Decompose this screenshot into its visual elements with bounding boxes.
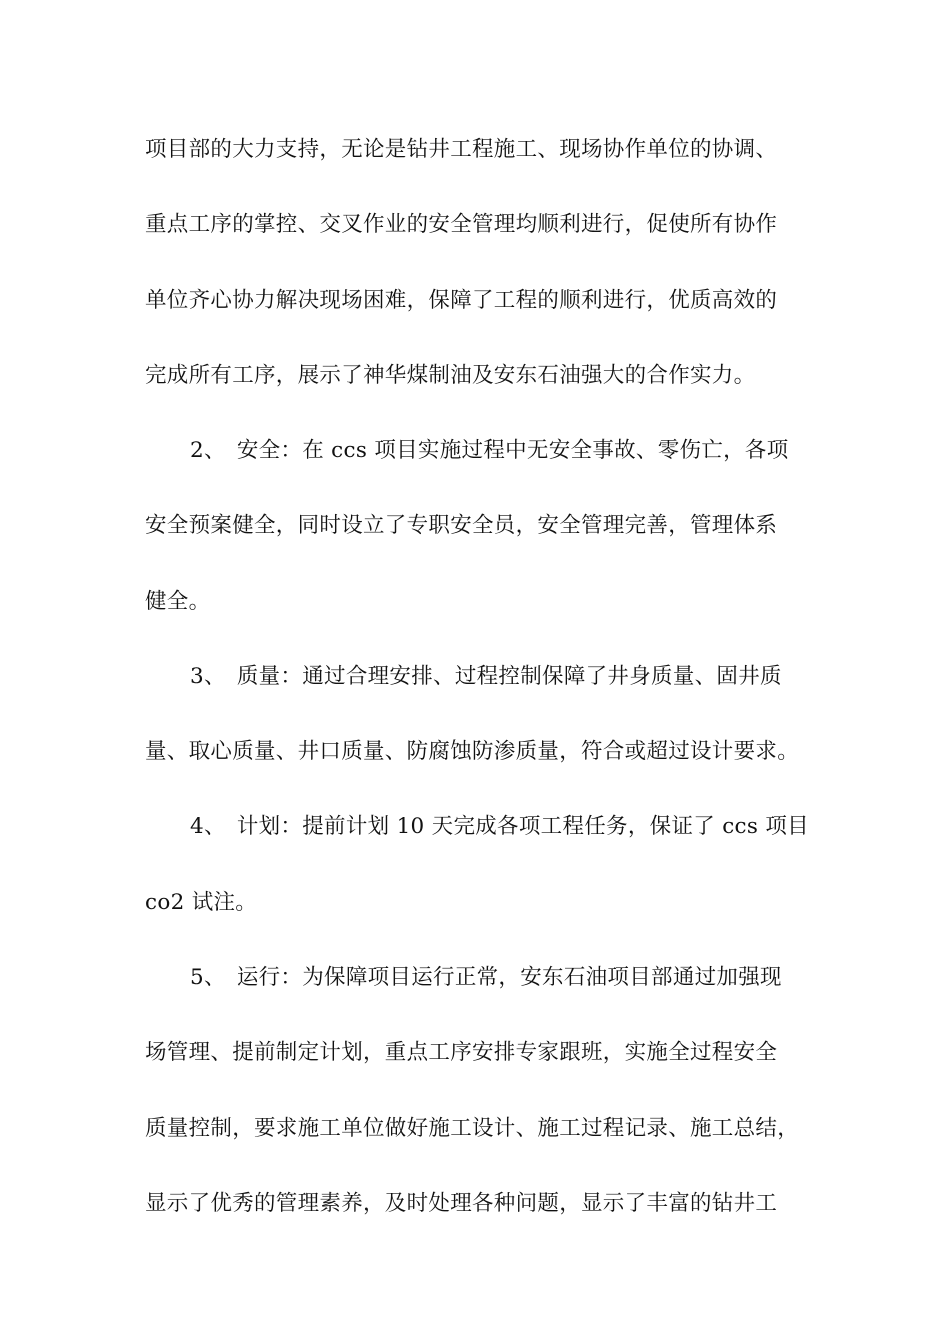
item-5-operation-line-2: 场管理、提前制定计划，重点工序安排专家跟班，实施全过程安全 xyxy=(145,1040,778,1065)
item-4-plan-line-2: co2 试注。 xyxy=(145,890,258,915)
item-2-safety-line-3: 健全。 xyxy=(145,589,211,614)
item-3-quality-line-1: 3、 质量：通过合理安排、过程控制保障了井身质量、固井质 xyxy=(190,664,782,689)
paragraph-1-line-3: 单位齐心协力解决现场困难，保障了工程的顺利进行，优质高效的 xyxy=(145,288,778,313)
item-4-plan-line-1: 4、 计划：提前计划 10 天完成各项工程任务，保证了 ccs 项目 xyxy=(190,814,809,839)
item-5-operation-line-1: 5、 运行：为保障项目运行正常，安东石油项目部通过加强现 xyxy=(190,965,782,990)
item-5-operation-line-3: 质量控制，要求施工单位做好施工设计、施工过程记录、施工总结， xyxy=(145,1116,800,1141)
paragraph-1-line-1: 项目部的大力支持，无论是钻井工程施工、现场协作单位的协调、 xyxy=(145,137,778,162)
paragraph-1-line-2: 重点工序的掌控、交叉作业的安全管理均顺利进行，促使所有协作 xyxy=(145,212,778,237)
item-2-safety-line-2: 安全预案健全，同时设立了专职安全员，安全管理完善，管理体系 xyxy=(145,513,778,538)
item-3-quality-line-2: 量、取心质量、井口质量、防腐蚀防渗质量，符合或超过设计要求。 xyxy=(145,739,800,764)
item-5-operation-line-4: 显示了优秀的管理素养，及时处理各种问题，显示了丰富的钻井工 xyxy=(145,1191,778,1216)
item-2-safety-line-1: 2、 安全：在 ccs 项目实施过程中无安全事故、零伤亡，各项 xyxy=(190,438,789,463)
paragraph-1-line-4: 完成所有工序，展示了神华煤制油及安东石油强大的合作实力。 xyxy=(145,363,756,388)
